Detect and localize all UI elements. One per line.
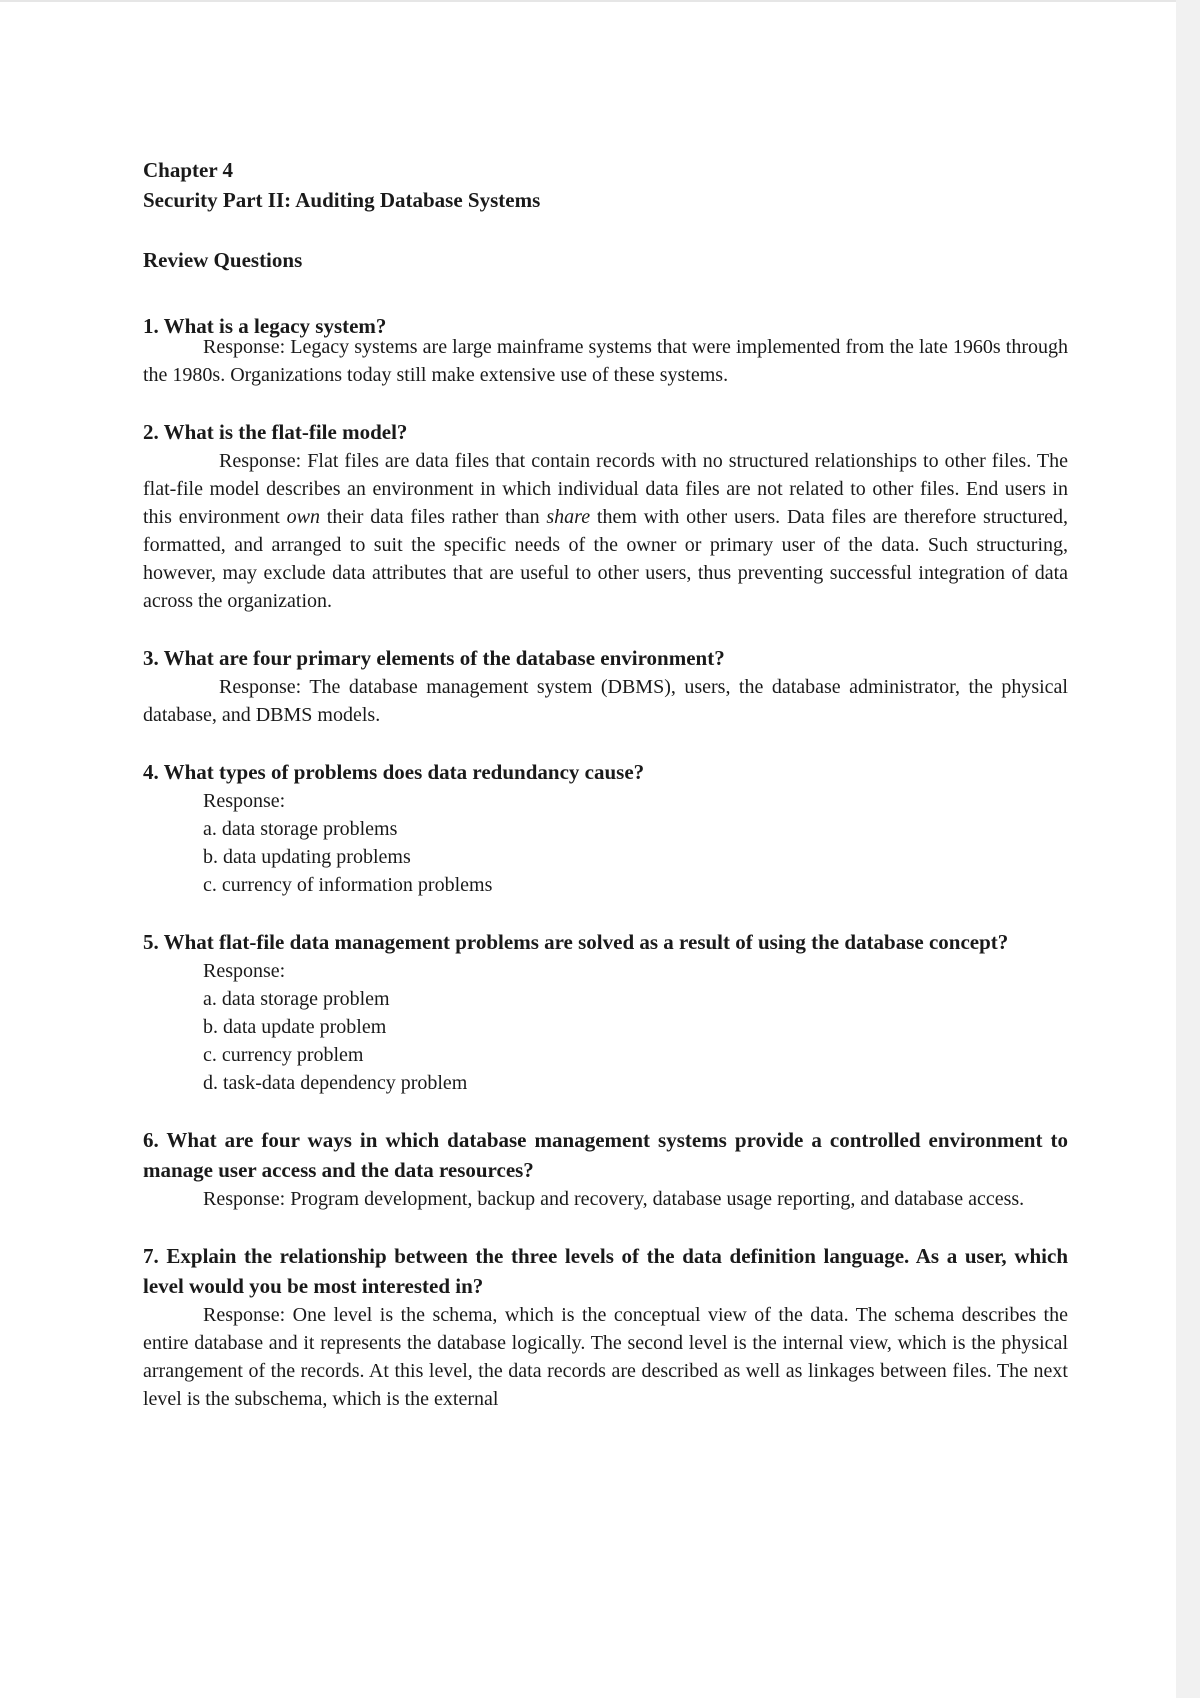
chapter-subtitle: Security Part II: Auditing Database Systems	[143, 188, 541, 212]
emphasis-share: share	[546, 506, 591, 528]
response-list	[143, 985, 1068, 1097]
emphasis-own: own	[286, 506, 320, 528]
question-title: 7. Explain the relationship between the three levels of the data definition language. As a user, which level would you be most interested in?	[143, 1244, 1068, 1298]
question-title: 2. What is the flat-file model?	[143, 420, 408, 444]
list-item: c. currency problem	[203, 1044, 364, 1066]
viewer-right-margin	[1176, 0, 1200, 1698]
response-text: their data files rather than	[319, 506, 547, 528]
list-item: b. data updating problems	[203, 846, 411, 868]
question-4	[143, 757, 1068, 899]
question-1	[143, 311, 1068, 389]
question-response: Response: Program development, backup and recovery, database usage reporting, and database access.	[203, 1188, 1025, 1210]
question-5	[143, 927, 1068, 1097]
document-content	[143, 155, 1068, 1413]
list-item: a. data storage problems	[203, 818, 398, 840]
question-title: 6. What are four ways in which database management systems provide a controlled environment to manage user access and the data resources?	[143, 1128, 1068, 1182]
question-response	[143, 447, 1068, 615]
question-3	[143, 643, 1068, 729]
question-title: 1. What is a legacy system?	[143, 314, 387, 338]
question-response: Response: Legacy systems are large mainframe systems that were implemented from the late 1960s through the 1980s. Organizations today still make extensive use of these systems.	[143, 336, 1068, 386]
question-title: 3. What are four primary elements of the database environment?	[143, 646, 725, 670]
question-title: 4. What types of problems does data redundancy cause?	[143, 760, 645, 784]
list-item: d. task-data dependency problem	[203, 1072, 468, 1094]
list-item: b. data update problem	[203, 1016, 387, 1038]
response-label: Response:	[203, 960, 286, 982]
list-item: c. currency of information problems	[203, 874, 493, 896]
question-6	[143, 1125, 1068, 1213]
question-title: 5. What flat-file data management problems are solved as a result of using the database concept?	[143, 930, 1009, 954]
response-text: Response: Flat files are data files that contain records with no structured relationships to other files. The flat-file model describes an environment in which individual data files are not related to other files. End users in this environment	[143, 450, 1068, 528]
question-2	[143, 417, 1068, 615]
question-response: Response: One level is the schema, which is the conceptual view of the data. The schema describes the entire database and it represents the database logically. The second level is the internal view, which is the physical arrangement of the records. At this level, the data records are described as well as linkages between files. The next level is the subschema, which is the external	[143, 1304, 1068, 1410]
response-list	[143, 815, 1068, 899]
question-response: Response: The database management system (DBMS), users, the database administrator, the physical database, and DBMS models.	[143, 676, 1068, 726]
response-text: them with other users. Data files are therefore structured, formatted, and arranged to suit the specific needs of the owner or primary user of the data. Such structuring, however, may exclude data attributes that are useful to other users, thus preventing successful integration of data across the organization.	[143, 506, 1068, 612]
chapter-heading: Chapter 4	[143, 158, 234, 182]
section-heading: Review Questions	[143, 248, 303, 272]
list-item: a. data storage problem	[203, 988, 390, 1010]
response-label: Response:	[203, 790, 286, 812]
question-7	[143, 1241, 1068, 1413]
